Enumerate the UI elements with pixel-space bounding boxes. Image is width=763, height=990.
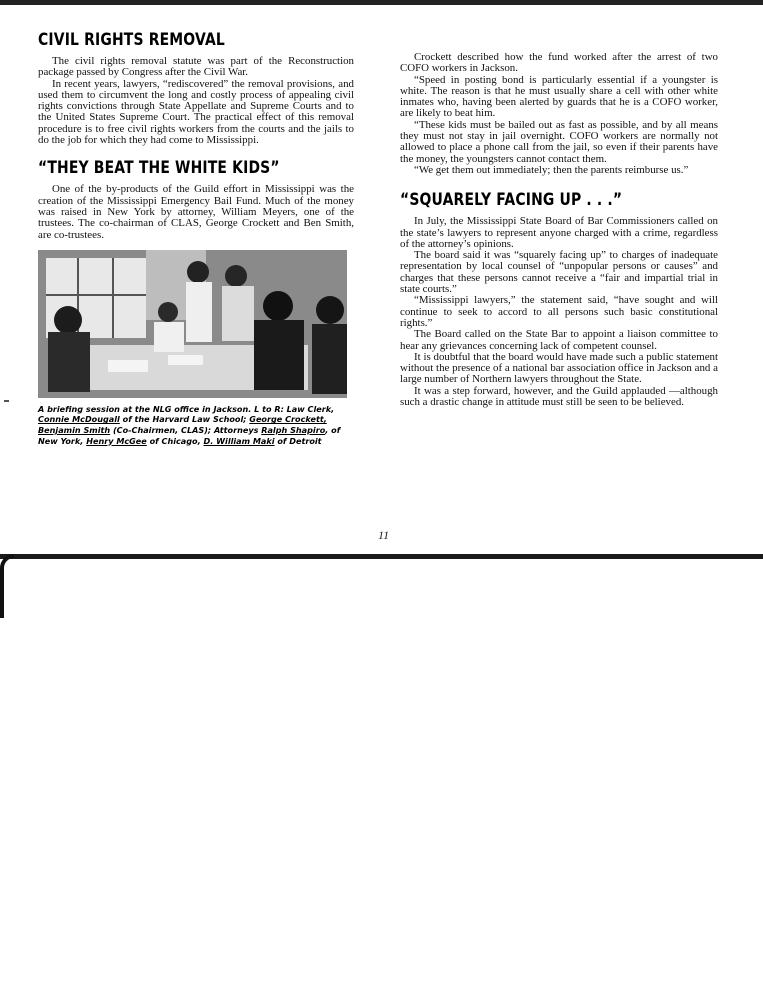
left-column: [38, 30, 354, 446]
photo-caption: [38, 404, 354, 446]
paragraph: Crockett described how the fund worked after the arrest of two COFO workers in Jackson.: [400, 51, 718, 75]
paragraph: “These kids must be bailed out as fast as possible, and by all means they must not stay in jail overnight. COFO workers are normally not allowed to place a phone call from the jail, so even if their parents have the money, the youngsters cannot contact them.: [400, 118, 718, 165]
paragraph: It was a step forward, however, and the Guild applauded —although such a drastic change in attitude must still be seen to be believed.: [400, 384, 718, 409]
caption-name: D. William Maki: [203, 435, 275, 446]
person: [54, 306, 82, 334]
caption-text: of the Harvard Law School;: [119, 414, 250, 425]
heading-they-beat-the-white-kids: “THEY BEAT THE WHITE KIDS”: [38, 158, 280, 179]
caption-name: Henry McGee: [86, 435, 147, 446]
paragraph: “Speed in posting bond is particularly essential if a youngster is white. The reason is that he must usually share a cell with other white inmates who, having been alerted by guards that he is a COFO worker, are likely to beat him.: [400, 73, 718, 120]
paragraph: “We get them out immediately; then the parents reimburse us.”: [414, 163, 689, 176]
person: [263, 291, 293, 321]
top-rule: [0, 0, 763, 5]
page-number: 11: [378, 528, 390, 542]
bottom-rule: [0, 554, 763, 559]
paragraph: In July, the Mississippi State Board of Bar Commissioners called on the state’s lawyers to represent anyone charged with a crime, regardless of the attorney’s opinions.: [400, 215, 718, 250]
paragraph: In recent years, lawyers, “rediscovered” the removal provisions, and used them to circumvent the long and costly process of appealing civil rights convictions through State Appellate and Supreme Courts and to the United States Supreme Court. The practical effect of this removal procedure is to free civil rights workers from the courts and the jails to do the job for which they had come to Mississippi.: [38, 77, 354, 147]
caption-text: of Detroit: [274, 435, 322, 446]
photo-illustration: [38, 250, 347, 398]
person: [187, 261, 209, 283]
caption-text: of Chicago,: [146, 435, 204, 446]
margin-mark: [4, 400, 9, 402]
page-edge: [0, 554, 14, 618]
paragraph: The Board called on the State Bar to appoint a liaison committee to hear any grievances concerning lack of competent counsel.: [400, 328, 718, 352]
caption-name: Ralph Shapiro: [261, 425, 326, 436]
person: [158, 302, 178, 322]
caption-text: (Co-Chairmen, CLAS); Attorneys: [110, 425, 262, 436]
caption-text: A briefing session at the NLG office in Jackson. L to R: Law Clerk,: [38, 403, 335, 414]
caption-name: Connie McDougall: [38, 414, 120, 425]
briefing-session-photo: [38, 250, 347, 398]
paragraph: The civil rights removal statute was part of the Reconstruction package passed by Congress after the Civil War.: [38, 55, 354, 79]
person: [225, 265, 247, 287]
paragraph: One of the by-products of the Guild effort in Mississippi was the creation of the Mississippi Emergency Bail Fund. Much of the money was raised in New York by attorney, William Meyers, one of the trustees. The co-chairman of CLAS, George Crockett and Ben Smith, are co-trustees.: [38, 183, 354, 241]
paragraph: “Mississippi lawyers,” the statement said, “have sought and will continue to seek to accord to all persons such basic constitutional rights.”: [400, 294, 718, 329]
heading-squarely-facing-up: “SQUARELY FACING UP . . .”: [400, 190, 623, 211]
paragraph: The board said it was “squarely facing up” to charges of inadequate representation by local counsel of “unpopular persons or causes” and charges that these persons cannot receive a “fair and impartial trial in state courts.”: [400, 249, 718, 296]
caption-name: George Crockett, Benjamin Smith: [38, 414, 327, 436]
person: [316, 296, 344, 324]
right-column: [400, 52, 718, 408]
caption-text: , of New York,: [38, 425, 341, 446]
heading-civil-rights-removal: CIVIL RIGHTS REMOVAL: [38, 30, 225, 50]
paragraph: It is doubtful that the board would have made such a public statement without the presence of a national bar association office in Jackson and a large number of Northern lawyers throughout the State.: [400, 350, 718, 386]
